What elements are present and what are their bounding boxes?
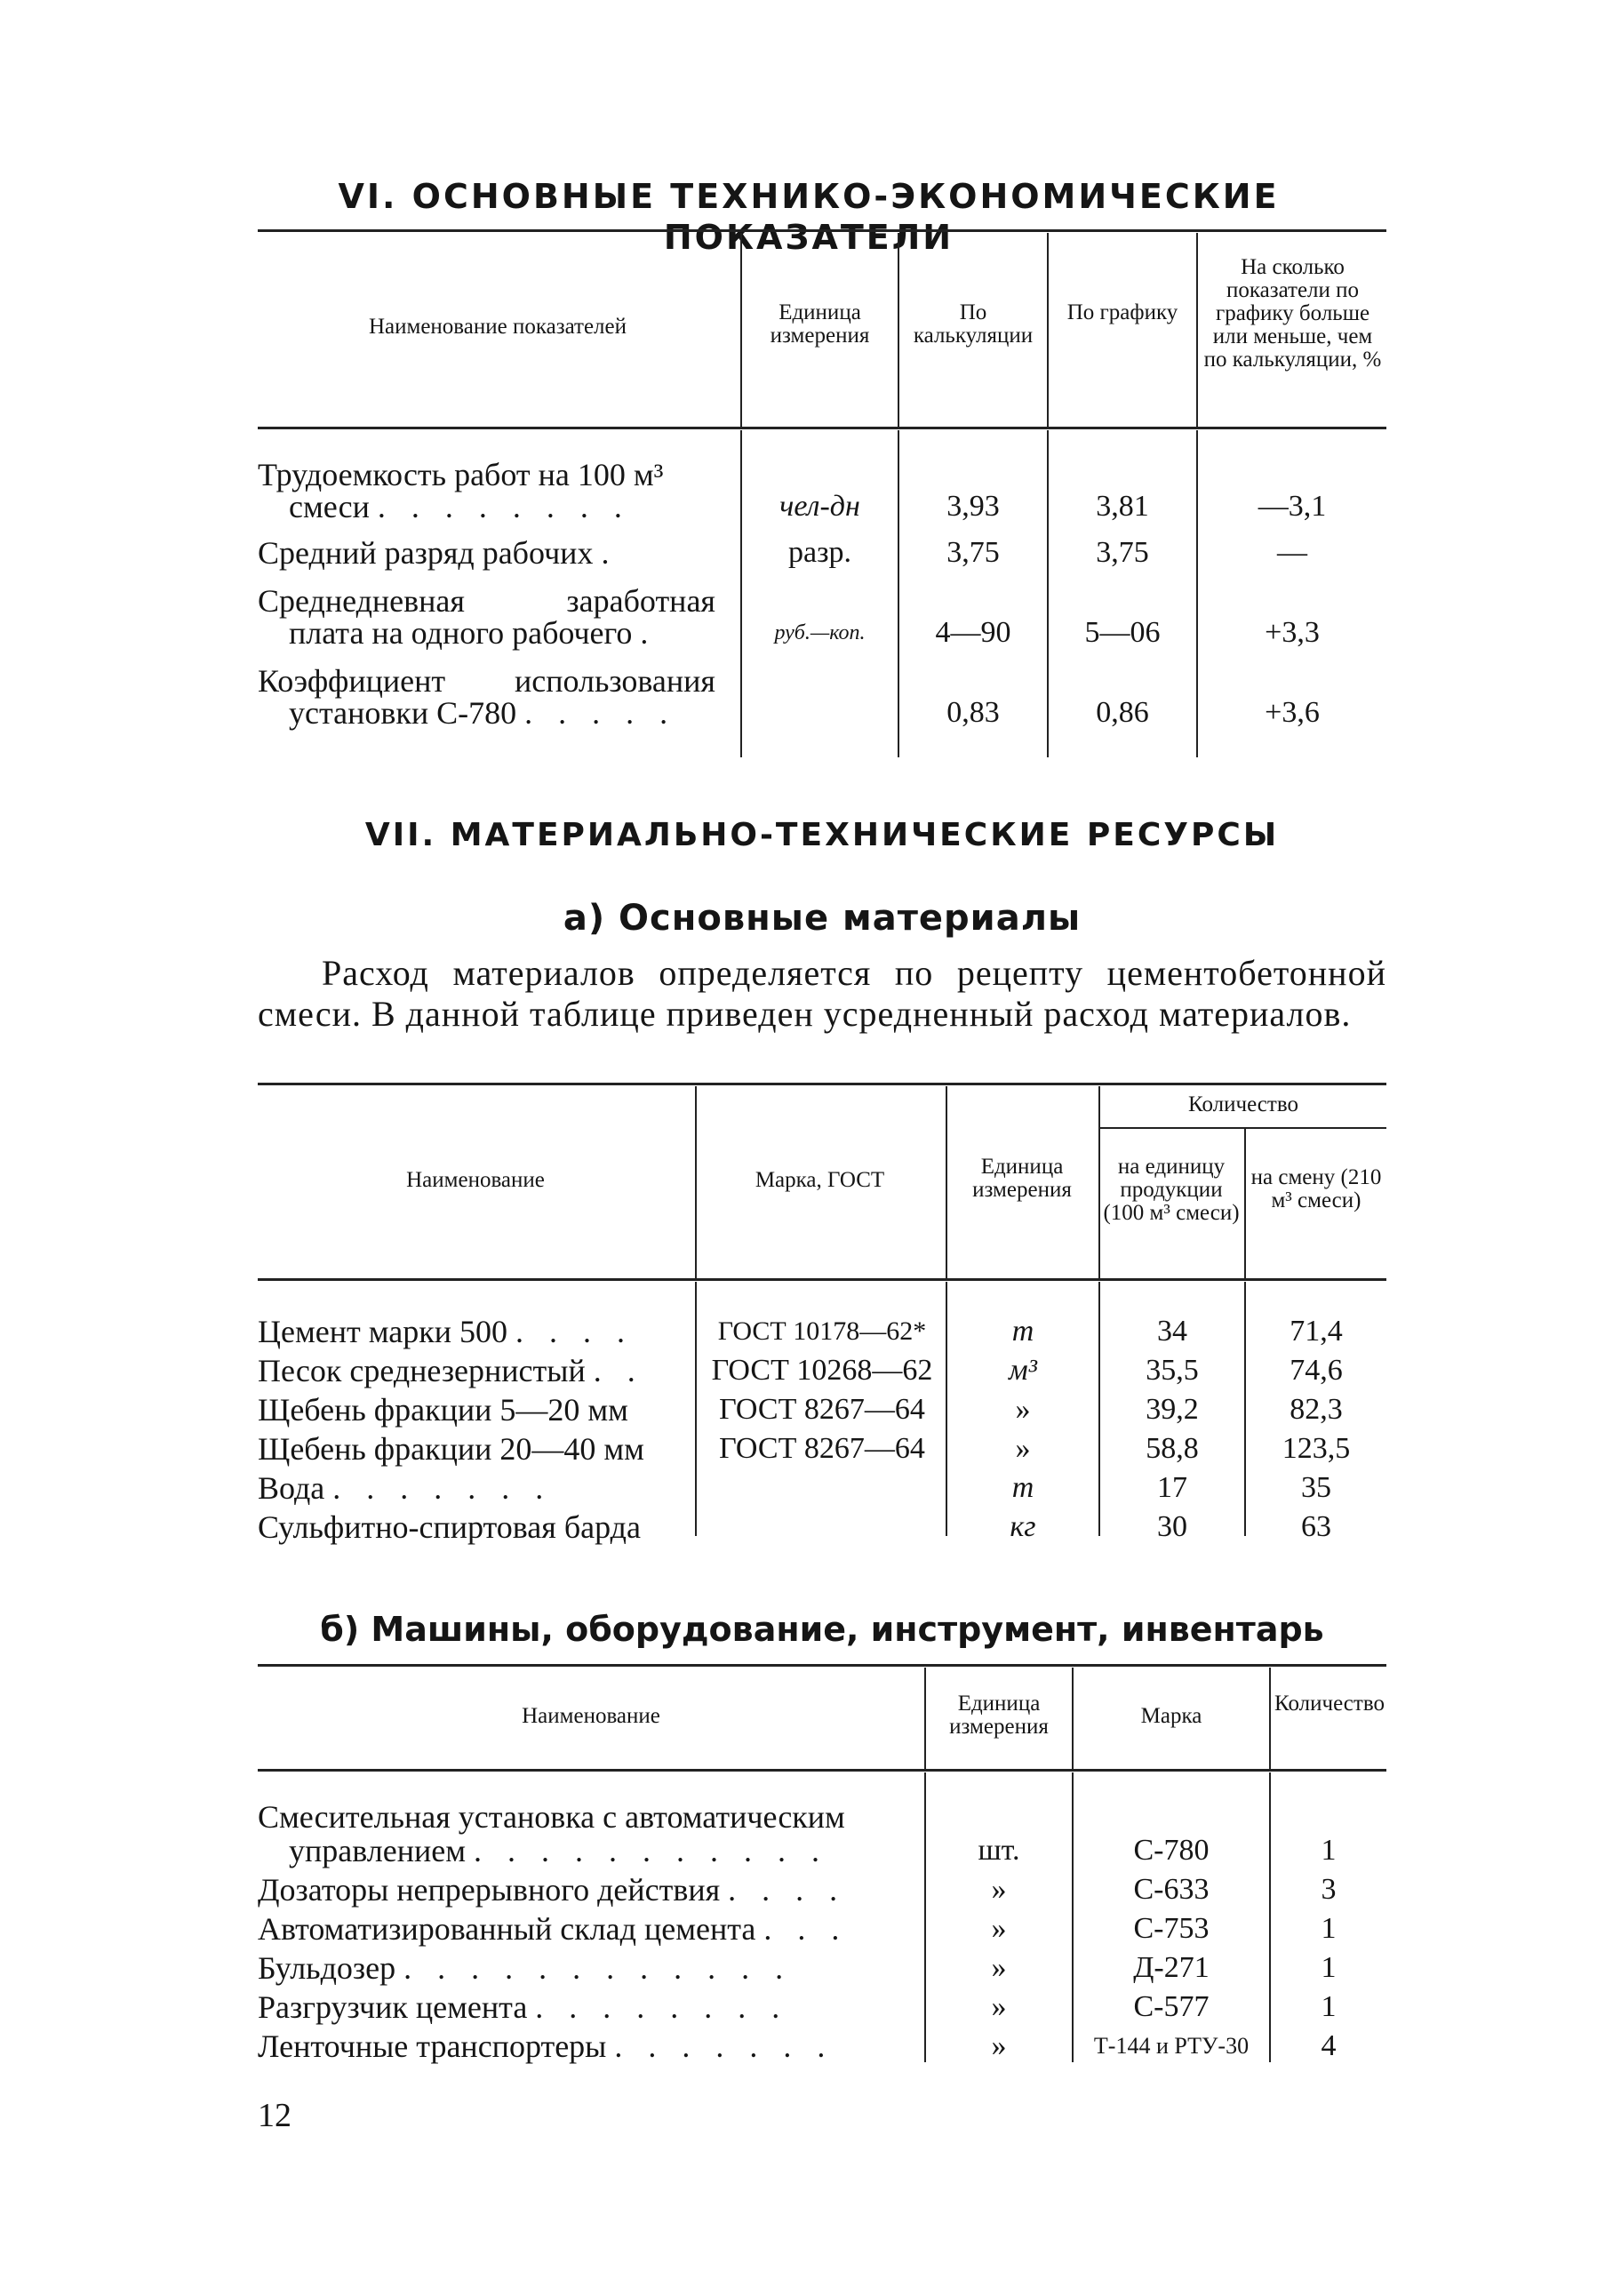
cell-per-unit: 35,5	[1146, 1354, 1199, 1387]
cell-mark: С-780	[1133, 1834, 1210, 1867]
column-rule	[898, 233, 899, 427]
page-number: 12	[258, 2097, 291, 2134]
column-rule	[740, 233, 742, 427]
cell-per-shift: 71,4	[1290, 1315, 1343, 1348]
row-name: Трудоемкость работ на 100 м³	[258, 457, 664, 492]
column-rule	[695, 1086, 697, 1278]
row-name: Среднедневная заработная	[258, 583, 715, 619]
column-rule	[1244, 1129, 1246, 1278]
row-name: Дозаторы непрерывного действия . . . .	[258, 1872, 847, 1908]
table-rule	[258, 229, 1386, 232]
cell-diff: +3,3	[1265, 616, 1320, 649]
row-name: Ленточные транспортеры . . . . . . .	[258, 2028, 834, 2064]
column-rule	[740, 430, 742, 757]
cell-diff: —	[1277, 536, 1307, 569]
row-name-cont: управлением . . . . . . . . . . .	[289, 1833, 829, 1868]
cell-qty: 1	[1321, 1951, 1337, 1984]
cell-per-unit: 39,2	[1146, 1393, 1199, 1426]
cell-unit: »	[991, 1912, 1007, 1945]
row-name-cont: смеси . . . . . . . .	[289, 489, 631, 524]
row-name: Автоматизированный склад цемента . . .	[258, 1911, 849, 1947]
cell-sched: 0,86	[1096, 696, 1149, 729]
header-unit: Единица измерения	[949, 1692, 1049, 1739]
cell-mark: ГОСТ 8267—64	[719, 1432, 925, 1465]
cell-unit: »	[1015, 1393, 1031, 1426]
row-name: Разгрузчик цемента . . . . . . . .	[258, 1989, 789, 2025]
table-rule	[258, 1278, 1386, 1281]
row-name: Цемент марки 500 . . . .	[258, 1314, 635, 1349]
row-name: Средний разряд рабочих .	[258, 535, 619, 571]
header-qty: Количество	[1188, 1092, 1298, 1116]
table-rule	[258, 1769, 1386, 1772]
table-rule	[258, 427, 1386, 429]
column-rule	[695, 1282, 697, 1536]
row-name: Песок среднезернистый . .	[258, 1353, 644, 1388]
row-name-cont: плата на одного рабочего .	[289, 615, 658, 651]
column-rule	[1196, 233, 1198, 427]
cell-per-shift: 123,5	[1282, 1432, 1351, 1465]
header-sched: По графику	[1066, 300, 1178, 324]
row-name: Коэффициент использования	[258, 663, 715, 699]
header-per-shift: на смену (210 м³ смеси)	[1250, 1165, 1382, 1212]
cell-qty: 1	[1321, 1990, 1337, 2023]
row-name: Вода . . . . . . .	[258, 1470, 553, 1506]
cell-diff: —3,1	[1258, 490, 1327, 523]
row-name-cont: установки С-780 . . . . .	[289, 695, 677, 731]
column-rule	[946, 1086, 947, 1278]
subsection-a-title: а) Основные материалы	[563, 898, 1082, 939]
cell-per-shift: 63	[1301, 1510, 1331, 1543]
cell-unit: »	[991, 1873, 1007, 1906]
cell-sched: 5—06	[1084, 616, 1161, 649]
column-rule	[1072, 1668, 1074, 1769]
cell-per-unit: 30	[1157, 1510, 1187, 1543]
header-unit: Единица измерения	[770, 300, 870, 348]
cell-unit: »	[1015, 1432, 1031, 1465]
header-calc: По калькуляции	[913, 300, 1034, 348]
header-mark: Марка, ГОСТ	[755, 1168, 885, 1192]
cell-mark: ГОСТ 8267—64	[719, 1393, 925, 1426]
cell-mark: С-577	[1133, 1990, 1210, 2023]
cell-per-unit: 58,8	[1146, 1432, 1199, 1465]
column-rule	[924, 1668, 926, 1769]
cell-unit: »	[991, 2029, 1007, 2062]
table-rule	[1098, 1127, 1386, 1129]
cell-qty: 1	[1321, 1834, 1337, 1867]
row-name: Смесительная установка с автоматическим	[258, 1799, 845, 1835]
cell-per-shift: 82,3	[1290, 1393, 1343, 1426]
column-rule	[1098, 1086, 1100, 1278]
column-rule	[1269, 1668, 1271, 1769]
section7-title: VII. МАТЕРИАЛЬНО-ТЕХНИЧЕСКИЕ РЕСУРСЫ	[364, 817, 1280, 853]
cell-per-unit: 34	[1157, 1315, 1187, 1348]
header-name: Наименование показателей	[368, 315, 627, 339]
cell-qty: 1	[1321, 1912, 1337, 1945]
cell-mark: С-633	[1133, 1873, 1210, 1906]
header-name: Наименование	[406, 1168, 545, 1192]
cell-unit: руб.—коп.	[774, 621, 866, 644]
row-name: Щебень фракции 20—40 мм	[258, 1431, 644, 1467]
header-unit: Единица измерения	[972, 1155, 1072, 1202]
cell-sched: 3,75	[1096, 536, 1149, 569]
row-name: Бульдозер . . . . . . . . . . . .	[258, 1950, 793, 1986]
header-name: Наименование	[522, 1704, 660, 1728]
row-name: Сульфитно-спиртовая барда	[258, 1509, 641, 1545]
header-mark: Марка	[1140, 1704, 1202, 1728]
cell-per-shift: 74,6	[1290, 1354, 1343, 1387]
cell-unit: »	[991, 1990, 1007, 2023]
cell-mark: Т-144 и РТУ-30	[1093, 2033, 1250, 2059]
table-rule	[258, 1083, 1386, 1085]
materials-note: Расход материалов определяется по рецепту цементобетонной смеси. В данной таблице приведен усредненный расход материалов.	[258, 953, 1386, 1034]
cell-qty: 4	[1321, 2029, 1337, 2062]
cell-unit: кг	[1010, 1510, 1036, 1543]
cell-mark: Д-271	[1133, 1951, 1210, 1984]
cell-unit: чел-дн	[779, 490, 860, 523]
column-rule	[1047, 233, 1049, 427]
cell-calc: 4—90	[935, 616, 1011, 649]
section6-title: VI. ОСНОВНЫЕ ТЕХНИКО-ЭКОНОМИЧЕСКИЕ ПОКАЗАТЕЛИ	[338, 177, 1280, 257]
subsection-b-title: б) Машины, оборудование, инструмент, инвентарь	[320, 1610, 1324, 1649]
cell-mark: ГОСТ 10268—62	[711, 1354, 933, 1387]
cell-calc: 3,93	[946, 490, 1000, 523]
header-per-unit: на единицу продукции (100 м³ смеси)	[1103, 1155, 1240, 1225]
header-qty: Количество	[1274, 1692, 1385, 1716]
cell-unit: т	[1011, 1315, 1034, 1348]
cell-unit: разр.	[787, 536, 852, 569]
cell-per-shift: 35	[1301, 1471, 1331, 1504]
row-name: Щебень фракции 5—20 мм	[258, 1392, 628, 1428]
cell-mark: С-753	[1133, 1912, 1210, 1945]
cell-diff: +3,6	[1265, 696, 1320, 729]
table-rule	[258, 1664, 1386, 1667]
cell-unit: м³	[1009, 1354, 1037, 1387]
cell-qty: 3	[1321, 1873, 1337, 1906]
cell-unit: »	[991, 1951, 1007, 1984]
cell-unit: шт.	[978, 1834, 1020, 1867]
cell-calc: 0,83	[946, 696, 1000, 729]
cell-sched: 3,81	[1096, 490, 1149, 523]
cell-per-unit: 17	[1157, 1471, 1187, 1504]
cell-unit: т	[1011, 1471, 1034, 1504]
cell-mark: ГОСТ 10178—62*	[717, 1316, 927, 1346]
header-diff: На сколько показатели по графику больше или меньше, чем по калькуляции, %	[1203, 255, 1382, 372]
cell-calc: 3,75	[946, 536, 1000, 569]
